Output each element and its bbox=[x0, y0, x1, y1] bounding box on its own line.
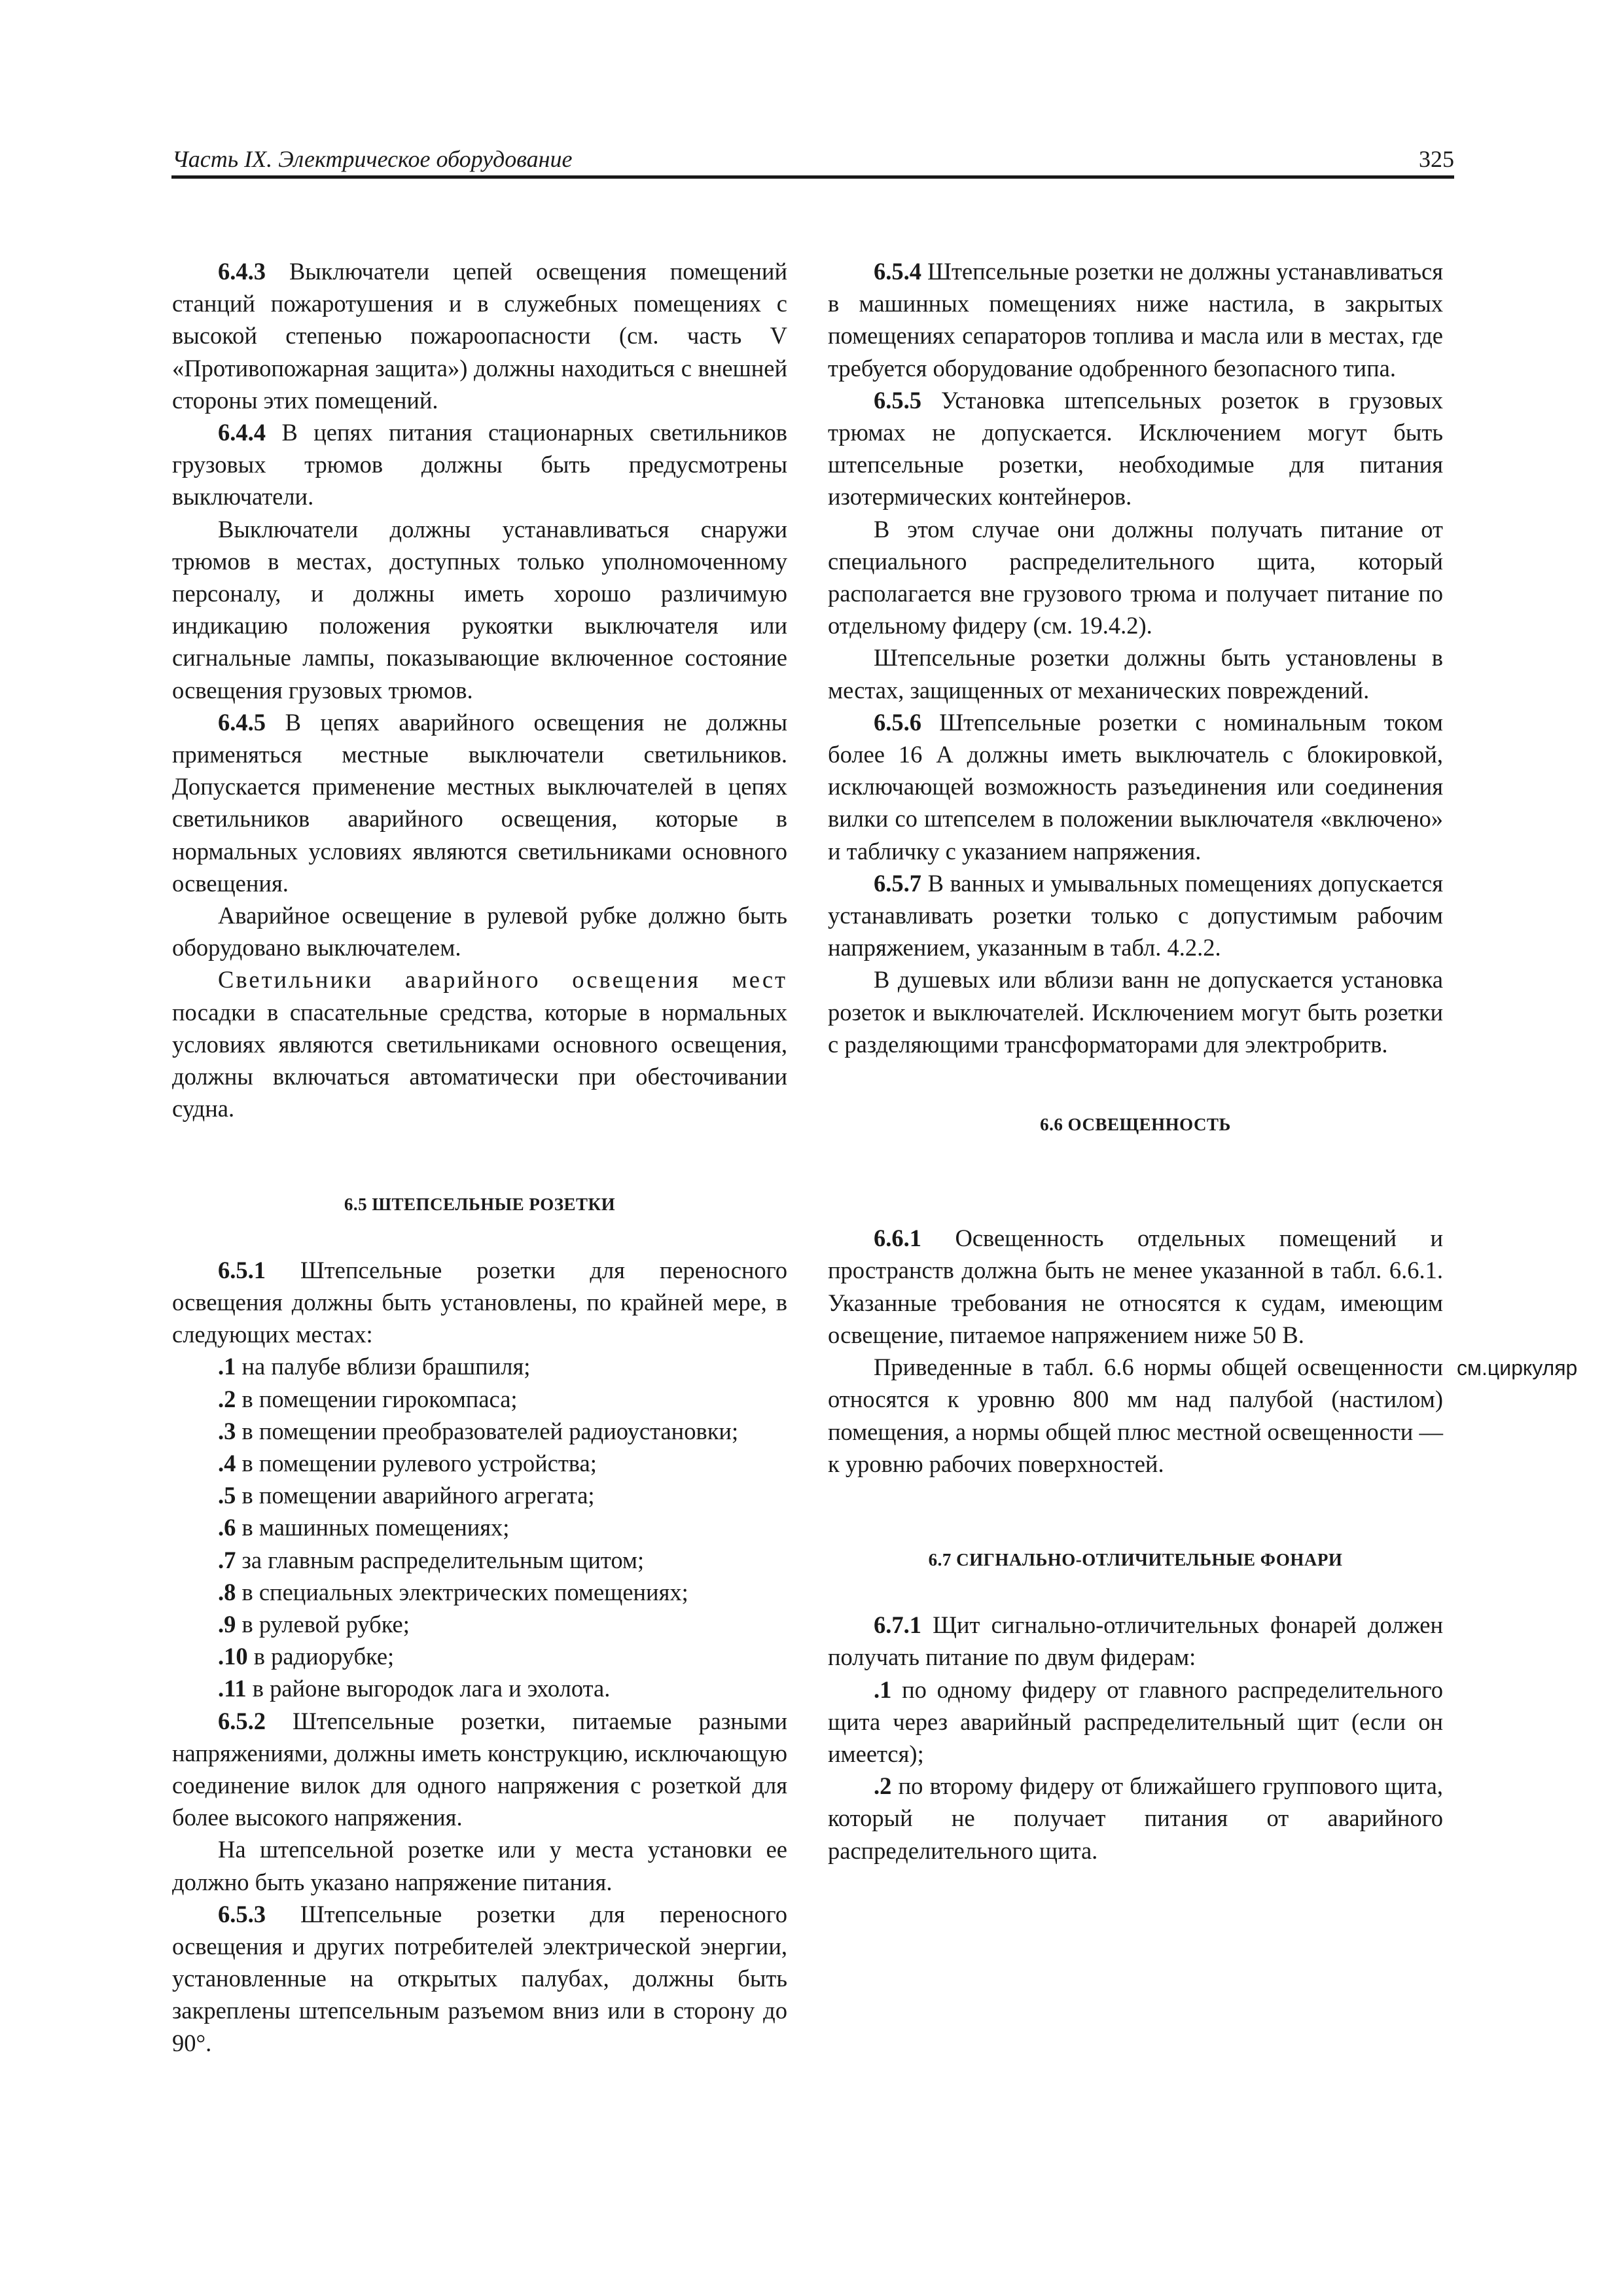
list-item: .11 в районе выгородок лага и эхолота. bbox=[218, 1675, 611, 1702]
list-item: .7 за главным распределительным щитом; bbox=[218, 1546, 645, 1573]
list-item: .4 в помещении рулевого устройства; bbox=[218, 1449, 597, 1477]
page-number: 325 bbox=[1419, 146, 1454, 172]
list-item: .1 на палубе вблизи брашпиля; bbox=[218, 1353, 531, 1380]
paragraph-6-5-2: 6.5.2 Штепсельные розетки, питаемые разными напряжениями, должны иметь конструкцию, исключающую соединение вилок для одного напряжения с розеткой для более высокого напряжения. bbox=[172, 1707, 787, 1831]
paragraph-6-5-5: 6.5.5 Установка штепсельных розеток в грузовых трюмах не допускается. Исключением могут быть штепсельные розетки, необходимые для питания изотермических контейнеров. bbox=[828, 386, 1443, 511]
paragraph-6-5-7-cont: В душевых или вблизи ванн не допускается установка розеток и выключателей. Исключением могут быть розетки с разделяющими трансформаторами для электробритв. bbox=[828, 966, 1443, 1058]
section-heading-6-5: 6.5 ШТЕПСЕЛЬНЫЕ РОЗЕТКИ bbox=[344, 1194, 616, 1215]
paragraph-6-4-5-cont: Аварийное освещение в рулевой рубке должно быть оборудовано выключателем. bbox=[172, 902, 787, 961]
list-item: .1 по одному фидеру от главного распределительного щита через аварийный распределительный щит (если он имеется); bbox=[828, 1676, 1443, 1767]
paragraph-6-5-7: 6.5.7 В ванных и умывальных помещениях допускается устанавливать розетки только с допустимым рабочим напряжением, указанным в табл. 4.2.2. bbox=[828, 869, 1443, 961]
list-item: .8 в специальных электрических помещениях; bbox=[218, 1578, 688, 1605]
list-item: .6 в машинных помещениях; bbox=[218, 1514, 510, 1541]
list-item: .3 в помещении преобразователей радиоустановки; bbox=[218, 1417, 739, 1444]
running-title: Часть IX. Электрическое оборудование bbox=[172, 146, 573, 172]
paragraph-6-4-5-cont2: Светильники аварийного освещения мест посадки в спасательные средства, которые в нормальных условиях являются светильниками основного освещения, должны включаться автоматически при обесточивании судна. bbox=[172, 966, 787, 1122]
list-item: .2 в помещении гирокомпаса; bbox=[218, 1385, 518, 1412]
section-heading-6-7: 6.7 СИГНАЛЬНО-ОТЛИЧИТЕЛЬНЫЕ ФОНАРИ bbox=[928, 1549, 1343, 1570]
paragraph-6-4-3: 6.4.3 Выключатели цепей освещения помещений станций пожаротушения и в служебных помещениях с высокой степенью пожароопасности (см. часть V «Противопожарная защита») должны находиться с внешней стороны этих помещений. bbox=[172, 258, 787, 414]
paragraph-6-4-5: 6.4.5 В цепях аварийного освещения не должны применяться местные выключатели светильников. Допускается применение местных выключателей в цепях светильников аварийного освещения, которые в нормальных условиях являются светильниками основного освещения. bbox=[172, 708, 787, 897]
section-heading-6-6: 6.6 ОСВЕЩЕННОСТЬ bbox=[1040, 1115, 1231, 1135]
list-6-5-1 bbox=[172, 1350, 787, 1704]
paragraph-6-6-1-cont: Приведенные в табл. 6.6 нормы общей освещенности относятся к уровню 800 мм над палубой (настилом) помещения, а нормы общей плюс местной освещенности — к уровню рабочих поверхностей. bbox=[828, 1354, 1443, 1477]
list-item: .9 в рулевой рубке; bbox=[218, 1610, 410, 1638]
header-rule bbox=[171, 175, 1454, 179]
paragraph-6-5-5-cont2: Штепсельные розетки должны быть установлены в местах, защищенных от механических повреждений. bbox=[828, 644, 1443, 704]
paragraph-6-4-4-cont: Выключатели должны устанавливаться снаружи трюмов в местах, доступных только уполномоченному персоналу, и должны иметь хорошо различимую индикацию положения рукоятки выключателя или сигнальные лампы, показывающие включенное состояние освещения грузовых трюмов. bbox=[172, 515, 787, 704]
paragraph-6-7-1: 6.7.1 Щит сигнально-отличительных фонарей должен получать питание по двум фидерам: bbox=[828, 1611, 1443, 1671]
right-column bbox=[828, 255, 1443, 1867]
list-item: .2 по второму фидеру от ближайшего группового щита, который не получает питания от аварийного распределительного щита. bbox=[828, 1772, 1443, 1864]
paragraph-6-5-5-cont: В этом случае они должны получать питание от специального распределительного щита, который располагается вне грузового трюма и получает питание по отдельному фидеру (см. 19.4.2). bbox=[828, 515, 1443, 639]
paragraph-6-6-1: 6.6.1 Освещенность отдельных помещений и пространств должна быть не менее указанной в табл. 6.6.1. Указанные требования не относятся к судам, имеющим освещение, питаемое напряжением ниже 50 В. bbox=[828, 1225, 1443, 1348]
margin-note: см.циркуляр bbox=[1457, 1356, 1578, 1380]
left-column bbox=[172, 255, 787, 2059]
paragraph-6-5-4: 6.5.4 Штепсельные розетки не должны устанавливаться в машинных помещениях ниже настила, в закрытых помещениях сепараторов топлива и масла или в местах, где требуется оборудование одобренного безопасного типа. bbox=[828, 258, 1443, 382]
list-item: .10 в радиорубке; bbox=[218, 1643, 395, 1670]
paragraph-6-5-6: 6.5.6 Штепсельные розетки с номинальным током более 16 А должны иметь выключатель с блокировкой, исключающей возможность разъединения или соединения вилки со штепселем в положении выключателя «включено» и табличку с указанием напряжения. bbox=[828, 708, 1443, 865]
paragraph-6-5-1: 6.5.1 Штепсельные розетки для переносного освещения должны быть установлены, по крайней мере, в следующих местах: bbox=[172, 1256, 787, 1348]
paragraph-6-5-3: 6.5.3 Штепсельные розетки для переносного освещения и других потребителей электрической энергии, установленные на открытых палубах, должны быть закреплены штепсельным разъемом вниз или в сторону до 90°. bbox=[172, 1900, 787, 2056]
paragraph-6-4-4: 6.4.4 В цепях питания стационарных светильников грузовых трюмов должны быть предусмотрены выключатели. bbox=[172, 419, 787, 511]
list-item: .5 в помещении аварийного агрегата; bbox=[218, 1482, 595, 1509]
paragraph-6-5-2-cont: На штепсельной розетке или у места установки ее должно быть указано напряжение питания. bbox=[172, 1836, 787, 1895]
